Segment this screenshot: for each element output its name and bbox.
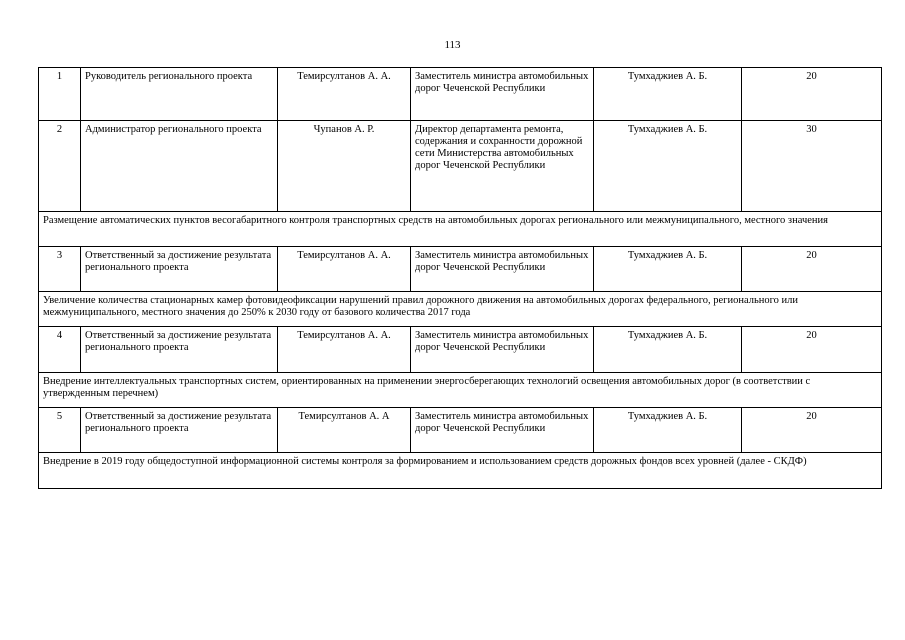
- position-cell: Заместитель министра автомобильных дорог Чеченской Республики: [411, 68, 594, 121]
- row-number: 1: [39, 68, 81, 121]
- section-row: [39, 453, 882, 489]
- position-cell: Заместитель министра автомобильных дорог Чеченской Республики: [411, 327, 594, 373]
- responsibility-table: [38, 67, 882, 489]
- section-row: [39, 212, 882, 247]
- row-number: 3: [39, 247, 81, 292]
- position-cell: Заместитель министра автомобильных дорог Чеченской Республики: [411, 247, 594, 292]
- value-cell: 20: [742, 327, 882, 373]
- value-cell: 30: [742, 121, 882, 212]
- table-row: [39, 247, 882, 292]
- table-row: [39, 327, 882, 373]
- section-heading: Внедрение в 2019 году общедоступной информационной системы контроля за формированием и использованием средств дорожных фондов всех уровней (далее - СКДФ): [39, 453, 882, 489]
- value-cell: 20: [742, 408, 882, 453]
- section-row: [39, 292, 882, 327]
- role-cell: Ответственный за достижение результата регионального проекта: [81, 247, 278, 292]
- page-number: 113: [444, 39, 461, 51]
- row-number: 5: [39, 408, 81, 453]
- table-row: [39, 408, 882, 453]
- name-cell: Темирсултанов А. А.: [278, 247, 411, 292]
- position-cell: Заместитель министра автомобильных дорог Чеченской Республики: [411, 408, 594, 453]
- role-cell: Руководитель регионального проекта: [81, 68, 278, 121]
- section-heading: Внедрение интеллектуальных транспортных систем, ориентированных на применении энергосберегающих технологий освещения автомобильных дорог (в соответствии с утвержденным перечнем): [39, 373, 882, 408]
- row-number: 2: [39, 121, 81, 212]
- name-cell: Темирсултанов А. А: [278, 408, 411, 453]
- value-cell: 20: [742, 247, 882, 292]
- supervisor-cell: Тумхаджиев А. Б.: [594, 121, 742, 212]
- section-heading: Размещение автоматических пунктов весогабаритного контроля транспортных средств на автомобильных дорогах регионального или межмуниципального, местного значения: [39, 212, 882, 247]
- name-cell: Темирсултанов А. А.: [278, 68, 411, 121]
- role-cell: Ответственный за достижение результата регионального проекта: [81, 327, 278, 373]
- role-cell: Ответственный за достижение результата регионального проекта: [81, 408, 278, 453]
- position-cell: Директор департамента ремонта, содержания и сохранности дорожной сети Министерства автомобильных дорог Чеченской Республики: [411, 121, 594, 212]
- section-heading: Увеличение количества стационарных камер фотовидеофиксации нарушений правил дорожного движения на автомобильных дорогах федерального, регионального или межмуниципального, местного значения до 250% к 2030 году от базового количества 2017 года: [39, 292, 882, 327]
- row-number: 4: [39, 327, 81, 373]
- role-cell: Администратор регионального проекта: [81, 121, 278, 212]
- supervisor-cell: Тумхаджиев А. Б.: [594, 68, 742, 121]
- section-row: [39, 373, 882, 408]
- table-row: [39, 68, 882, 121]
- name-cell: Темирсултанов А. А.: [278, 327, 411, 373]
- name-cell: Чупанов А. Р.: [278, 121, 411, 212]
- supervisor-cell: Тумхаджиев А. Б.: [594, 327, 742, 373]
- value-cell: 20: [742, 68, 882, 121]
- table-row: [39, 121, 882, 212]
- supervisor-cell: Тумхаджиев А. Б.: [594, 408, 742, 453]
- supervisor-cell: Тумхаджиев А. Б.: [594, 247, 742, 292]
